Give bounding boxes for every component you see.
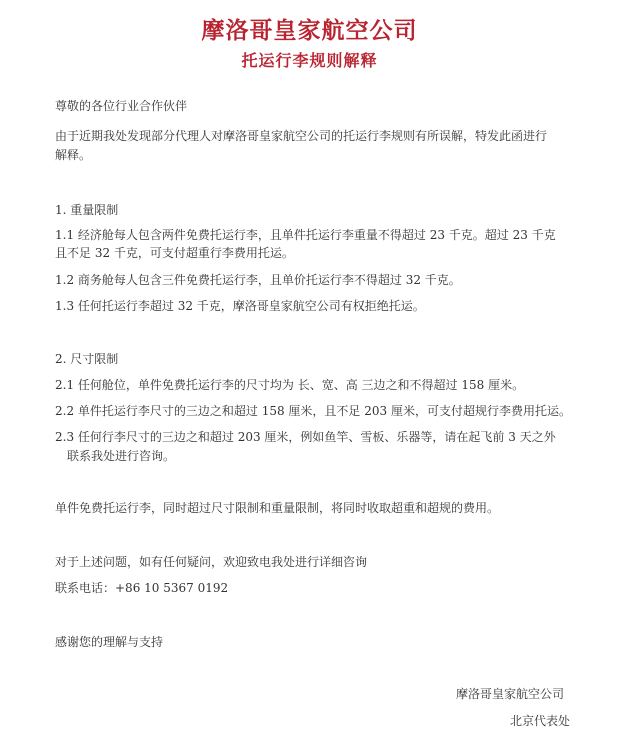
- greeting: 尊敬的各位行业合作伙伴: [55, 99, 188, 113]
- contact-phone: 联系电话：+86 10 5367 0192: [55, 581, 229, 595]
- thanks-line: 感谢您的理解与支持: [55, 635, 164, 649]
- size-rule-3-line-2: 联系我处进行咨询。: [67, 449, 176, 463]
- weight-rule-3: 1.3 任何托运行李超过 32 千克，摩洛哥皇家航空公司有权拒绝托运。: [55, 299, 425, 313]
- size-rule-1: 2.1 任何舱位，单件免费托运行李的尺寸均为 长、宽、高 三边之和不得超过 158 厘米。: [55, 378, 525, 392]
- section-weight-heading: 1. 重量限制: [55, 203, 119, 217]
- page-subtitle: 托运行李规则解释: [241, 51, 378, 70]
- intro-line-2: 解释。: [55, 148, 92, 162]
- intro-line-1: 由于近期我处发现部分代理人对摩洛哥皇家航空公司的托运行李规则有所误解，特发此函进行: [55, 129, 548, 143]
- size-rule-2: 2.2 单件托运行李尺寸的三边之和超过 158 厘米，且不足 203 厘米，可支付超规行李费用托运。: [55, 404, 571, 418]
- page-title: 摩洛哥皇家航空公司: [201, 17, 418, 44]
- signature-company: 摩洛哥皇家航空公司: [456, 687, 565, 701]
- weight-rule-1-line-2: 且不足 32 千克，可支付超重行李费用托运。: [55, 246, 294, 260]
- signature-office: 北京代表处: [510, 714, 571, 728]
- weight-rule-2: 1.2 商务舱每人包含三件免费托运行李，且单价托运行李不得超过 32 千克。: [55, 273, 461, 287]
- weight-rule-1-line-1: 1.1 经济舱每人包含两件免费托运行李，且单件托运行李重量不得超过 23 千克。超过 23 千克: [55, 228, 556, 242]
- section-size-heading: 2. 尺寸限制: [55, 352, 119, 366]
- size-rule-3-line-1: 2.3 任何行李尺寸的三边之和超过 203 厘米，例如鱼竿、雪板、乐器等，请在起飞前 3 天之外: [55, 430, 556, 444]
- combined-fee-note: 单件免费托运行李，同时超过尺寸限制和重量限制，将同时收取超重和超规的费用。: [55, 501, 500, 515]
- contact-intro: 对于上述问题，如有任何疑问，欢迎致电我处进行详细咨询: [55, 555, 368, 569]
